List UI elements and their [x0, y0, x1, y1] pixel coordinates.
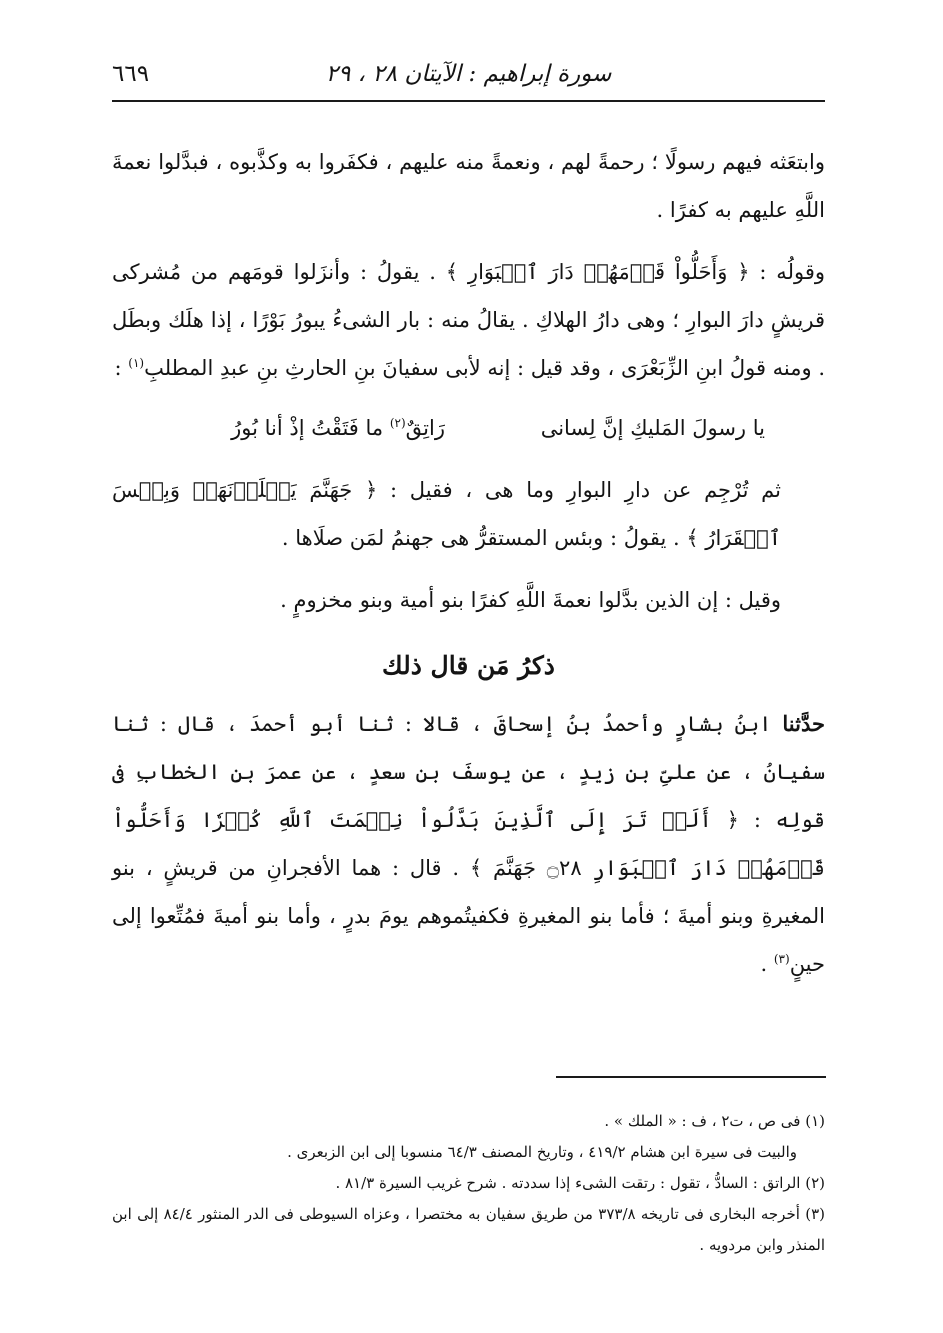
poetry-verse: [112, 404, 825, 452]
page-number: ٦٦٩: [112, 61, 150, 87]
paragraph-3: ثم تُرْجِم عن دارِ البوارِ وما هى ، فقيل : ﴿ جَهَنَّمَ يَصۡلَوۡنَهَاۖ وَبِئۡسَ ٱلۡقَرَارُ ﴾ . يقولُ : وبئس المستقرُّ هى جهنمُ لمَن صلَاها .: [112, 478, 781, 550]
footnote-1-continuation: والبيت فى سيرة ابن هشام ٤١٩/٢ ، وتاريخ المصنف ٦٤/٣ منسوبا إلى ابن الزبعرى .: [287, 1143, 797, 1161]
footnote-divider: [556, 1076, 826, 1078]
paragraph-5: [112, 700, 825, 988]
verse-rest: ما فَتَقْتُ إذْ أنا بُورُ: [231, 416, 390, 440]
paragraph-5-end: .: [760, 952, 774, 976]
footnotes: [112, 1106, 825, 1261]
verse-first-hemistich: يا رسولَ المَليكِ إنَّ لِسانى: [540, 416, 765, 440]
verse-word-ratiq: رَاتِقٌ: [405, 416, 445, 440]
footnote-ref-1: (١): [128, 356, 145, 370]
footnote-ref-2: (٢): [389, 416, 406, 430]
footnote-1: (١) فى ص ، ت٢ ، ف : « الملك » .: [604, 1112, 825, 1130]
paragraph-4: وقيل : إن الذين بدَّلوا نعمةَ اللَّهِ كفرًا بنو أمية وبنو مخزومٍ .: [280, 588, 781, 612]
running-title: سورة إبراهيم : الآيتان ٢٨ ، ٢٩: [325, 61, 612, 87]
header-divider: [112, 100, 825, 102]
main-text: [112, 138, 825, 988]
paragraph-2: [112, 248, 825, 392]
paragraph-2-text: وقولُه : ﴿ وَأَحَلُّواْ قَوۡمَهُمۡ دَارَ ٱلۡبَوَارِ ﴾ . يقولُ : وأنزَلوا قومَهم من مُشركى قريشٍ دارَ البوارِ ؛ وهى دارُ الهلاكِ . يقالُ منه : بار الشىءُ يبورُ بَوْرًا ، إذا هلَك وبطَل . ومنه قولُ ابنِ الزِّبَعْرَى ، وقد قيل : إنه لأبى سفيانَ بنِ الحارثِ بنِ عبدِ المطلبِ: [112, 260, 825, 380]
paragraph-2-end: :: [114, 356, 129, 380]
footnote-ref-3: (٣): [773, 952, 790, 966]
haddathana-lead: حدَّثنا: [782, 711, 825, 736]
paragraph-5-text: ابنُ بشارٍ وأحمدُ بنُ إسحاقَ ، قالا : ثنا أبو أحمدَ ، قال : ثنا سفيانُ ، عن علىِّ بنِ زيدٍ ، عن يوسفَ بنِ سعدٍ ، عن عمرَ بنِ الخطابِ فى قولِه : ﴿ أَلَمۡ تَرَ إِلَى ٱلَّذِينَ بَدَّلُواْ نِعۡمَتَ ٱللَّهِ كُفۡرٗا وَأَحَلُّواْ قَوۡمَهُمۡ دَارَ ٱلۡبَوَارِ ۝٢٨ جَهَنَّمَ ﴾ . قال : هما الأفجرانِ من قريشٍ ، بنو المغيرةِ وبنو أميةَ ؛ فأما بنو المغيرةِ فكفيتُموهم يومَ بدرٍ ، وأما بنو أميةَ فمُتِّعوا إلى حينٍ: [112, 712, 825, 976]
page-header: [112, 56, 825, 92]
section-heading: ذكرُ مَن قال ذلك: [382, 651, 555, 680]
footnote-3: (٣) أخرجه البخارى فى تاريخه ٣٧٣/٨ من طريق سفيان به مختصرا ، وعزاه السيوطى فى الدر المنثور ٨٤/٤ إلى ابن المنذر وابن مردويه .: [112, 1205, 825, 1254]
paragraph-1: وابتعَثه فيهم رسولًا ؛ رحمةً لهم ، ونعمةً منه عليهم ، فكفَروا به وكذَّبوه ، فبدَّلوا نعمةَ اللَّهِ عليهم به كفرًا .: [112, 150, 825, 222]
footnote-2: (٢) الراتق : السادُّ ، تقول : رتقت الشىء إذا سددته . شرح غريب السيرة ٨١/٣ .: [335, 1174, 825, 1192]
verse-second-hemistich: [231, 404, 445, 452]
